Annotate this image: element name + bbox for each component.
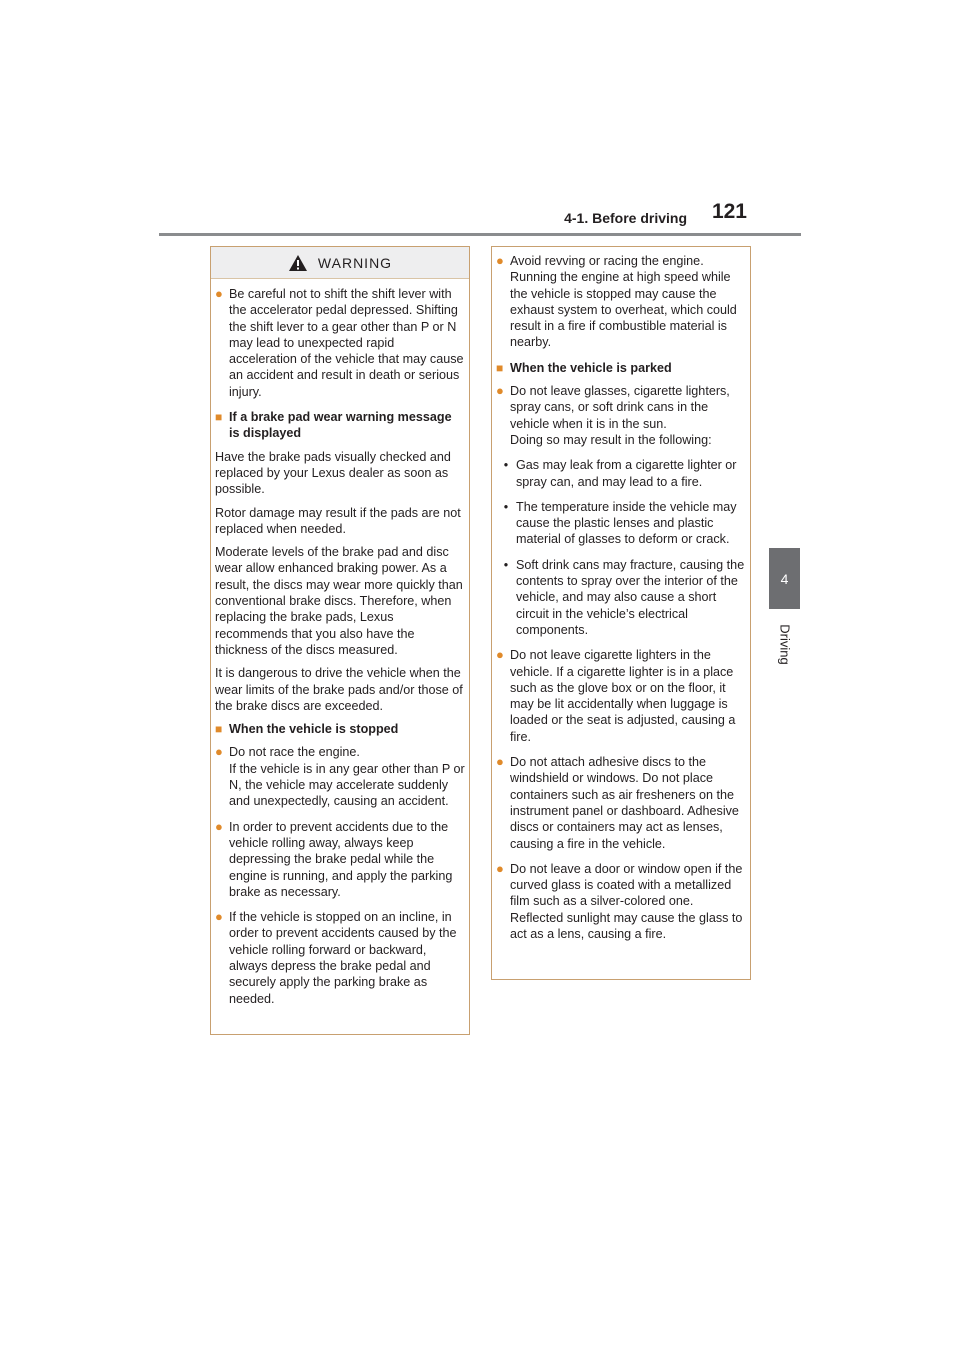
- page-number: 121: [711, 200, 747, 223]
- paragraph: Moderate levels of the brake pad and disc wear allow enhanced braking power. As a result, the discs may wear more quickly than conventional brake discs. Therefore, when replacing the brake pads, Lexus recommends that you also have the thickness of the discs measured.: [215, 545, 463, 657]
- list-item: ● If the vehicle is stopped on an incline, in order to prevent accidents caused by the vehicle rolling forward or backward, always depress the brake pedal and securely apply the parking brake as needed.: [215, 909, 457, 1006]
- subheading: ■ When the vehicle is parked: [496, 360, 672, 375]
- bullet-icon: ●: [496, 860, 504, 876]
- square-marker-icon: ■: [215, 410, 223, 425]
- bullet-icon: ●: [215, 818, 223, 834]
- list-item: ● Avoid revving or racing the engine. Running the engine at high speed while the vehicle is stopped may cause the exhaust system to overheat, which could result in a fire if combustible material is nearby.: [496, 253, 737, 350]
- subheading: ■ If a brake pad wear warning message is displayed: [215, 410, 452, 441]
- header-divider: [159, 233, 801, 236]
- warning-label: WARNING: [317, 254, 393, 271]
- chapter-label: [771, 614, 799, 674]
- bullet-icon: ●: [496, 253, 504, 268]
- bullet-icon: ●: [215, 744, 223, 760]
- square-marker-icon: ■: [496, 360, 504, 375]
- list-item: ● Do not leave cigarette lighters in the vehicle. If a cigarette lighter is in a place such as the glove box or on the floor, it may be lit accidentally when luggage is loaded or the seat is adjusted, causing a fire.: [496, 647, 736, 744]
- dot-bullet-icon: •: [503, 458, 509, 473]
- bullet-icon: ●: [215, 909, 223, 925]
- sub-list-item: • Gas may leak from a cigarette lighter or spray can, and may lead to a fire.: [496, 457, 746, 490]
- chapter-name: Driving: [777, 623, 793, 665]
- sub-list-item: • The temperature inside the vehicle may cause the plastic lenses and plastic material of glasses to deform or crack.: [496, 499, 746, 548]
- warning-triangle-icon: [288, 254, 308, 272]
- list-item: ● Do not race the engine. If the vehicle is in any gear other than P or N, the vehicle may accelerate suddenly and unexpectedly, causing an accident.: [215, 744, 465, 809]
- warning-box-left: [210, 246, 470, 1035]
- paragraph: Rotor damage may result if the pads are not replaced when needed.: [215, 505, 461, 536]
- list-item: ● Do not attach adhesive discs to the windshield or windows. Do not place containers such as air fresheners on the instrument panel or dashboard. Adhesive discs or containers may act as lenses, causing a fire in the vehicle.: [496, 754, 739, 851]
- subheading: ■ When the vehicle is stopped: [215, 722, 399, 737]
- warning-content-left: [211, 279, 469, 1007]
- paragraph: Have the brake pads visually checked and replaced by your Lexus dealer as soon as possible.: [215, 449, 451, 497]
- warning-content-right: [492, 247, 750, 942]
- bullet-icon: ●: [496, 647, 504, 663]
- list-item: ● Do not leave glasses, cigarette lighters, spray cans, or soft drink cans in the vehicle when it is in the sun. Doing so may result in the following:: [496, 383, 730, 447]
- list-item: ● Be careful not to shift the shift lever with the accelerator pedal depressed. Shifting the shift lever to a gear other than P or N may lead to unexpected rapid acceleration of the vehicle that may cause an accident and result in death or serious injury.: [215, 286, 464, 399]
- square-marker-icon: ■: [215, 722, 223, 737]
- list-item: ● Do not leave a door or window open if the curved glass is coated with a metallized film such as a silver-colored one. Reflected sunlight may cause the glass to act as a lens, causing a fire.: [496, 860, 743, 941]
- warning-box-right: [491, 246, 751, 980]
- dot-bullet-icon: •: [503, 499, 509, 514]
- bullet-icon: ●: [496, 754, 504, 770]
- chapter-number: 4: [780, 570, 789, 587]
- section-title: 4-1. Before driving: [564, 210, 687, 226]
- paragraph: It is dangerous to drive the vehicle when the wear limits of the brake pads and/or those of the brake discs are exceeded.: [215, 666, 463, 713]
- bullet-icon: ●: [496, 383, 504, 399]
- list-item: ● In order to prevent accidents due to the vehicle rolling away, always keep depressing the brake pedal while the engine is running, and apply the parking brake as necessary.: [215, 818, 453, 899]
- dot-bullet-icon: •: [503, 557, 509, 572]
- chapter-tab[interactable]: [769, 548, 800, 609]
- warning-header: [211, 247, 469, 279]
- bullet-icon: ●: [215, 286, 223, 301]
- sub-list-item: • Soft drink cans may fracture, causing the contents to spray over the interior of the vehicle, and may also cause a short circuit in the vehicle’s electrical components.: [496, 557, 746, 638]
